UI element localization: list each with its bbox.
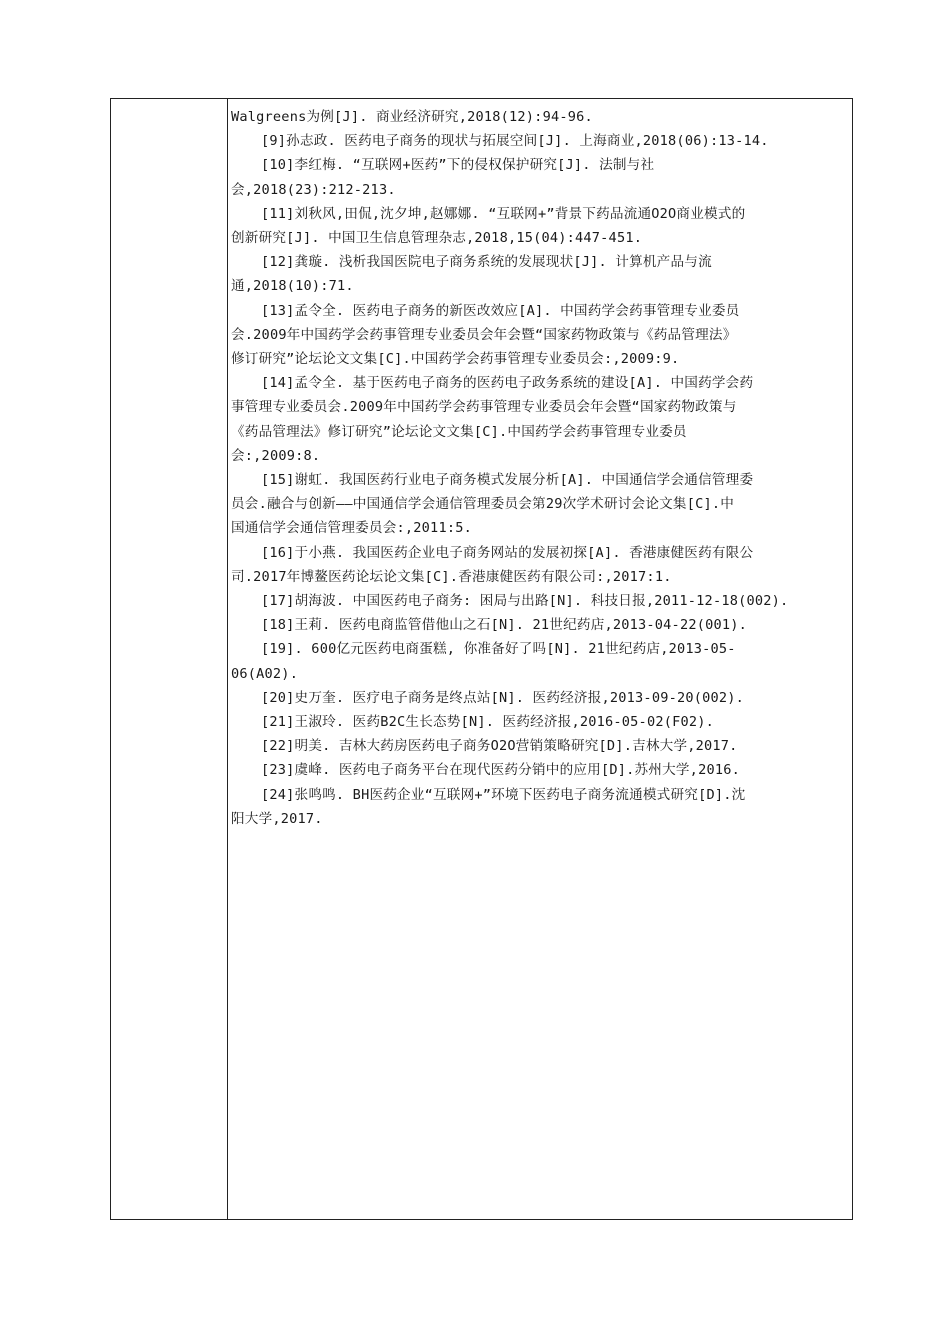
reference-line: [14]孟令全. 基于医药电子商务的医药电子政务系统的建设[A]. 中国药学会药 [261,375,754,392]
reference-line: 会.2009年中国药学会药事管理专业委员会年会暨“国家药物政策与《药品管理法》 [231,326,737,343]
reference-line: Walgreens为例[J]. 商业经济研究,2018(12):94-96. [231,109,593,125]
reference-line: 通,2018(10):71. [231,278,354,295]
reference-line: [20]史万奎. 医疗电子商务是终点站[N]. 医药经济报,2013-09-20(002). [261,689,745,706]
reference-line: 会:,2009:8. [231,447,321,464]
reference-line: 06(A02). [231,665,299,682]
reference-line: 员会.融合与创新——中国通信学会通信管理委员会第29次学术研讨会论文集[C].中 [231,496,735,513]
reference-line: [17]胡海波. 中国医药电子商务: 困局与出路[N]. 科技日报,2011-12-18(002). [261,593,789,610]
reference-line: [10]李红梅. “互联网+医药”下的侵权保护研究[J]. 法制与社 [261,157,655,174]
reference-line: 司.2017年博鳌医药论坛论文集[C].香港康健医药有限公司:,2017:1. [231,568,672,585]
form-table [110,98,853,1220]
reference-line: [24]张鸣鸣. BH医药企业“互联网+”环境下医药电子商务流通模式研究[D].沈 [261,786,746,803]
reference-line: 国通信学会通信管理委员会:,2011:5. [231,520,472,537]
reference-line: [12]龚璇. 浅析我国医院电子商务系统的发展现状[J]. 计算机产品与流 [261,254,712,271]
reference-line: 修订研究”论坛论文文集[C].中国药学会药事管理专业委员会:,2009:9. [231,351,680,368]
reference-line: [11]刘秋风,田侃,沈夕坤,赵娜娜. “互联网+”背景下药品流通O2O商业模式的 [261,205,746,222]
reference-list [231,105,846,831]
reference-line: [22]明美. 吉林大药房医药电子商务O2O营销策略研究[D].吉林大学,2017. [261,738,738,755]
reference-line: 创新研究[J]. 中国卫生信息管理杂志,2018,15(04):447-451. [231,230,643,247]
reference-line: [13]孟令全. 医药电子商务的新医改效应[A]. 中国药学会药事管理专业委员 [261,302,740,319]
reference-line: 《药品管理法》修订研究”论坛论文文集[C].中国药学会药事管理专业委员 [231,423,687,440]
reference-line: 事管理专业委员会.2009年中国药学会药事管理专业委员会年会暨“国家药物政策与 [231,399,737,416]
reference-line: 阳大学,2017. [231,810,323,827]
reference-line: 会,2018(23):212-213. [231,181,396,198]
reference-line: [21]王淑玲. 医药B2C生长态势[N]. 医药经济报,2016-05-02(F02). [261,714,715,731]
reference-line: [19]. 600亿元医药电商蛋糕, 你准备好了吗[N]. 21世纪药店,2013-05- [261,641,736,658]
reference-line: [15]谢虹. 我国医药行业电子商务模式发展分析[A]. 中国通信学会通信管理委 [261,472,754,489]
reference-line: [18]王莉. 医药电商监管借他山之石[N]. 21世纪药店,2013-04-22(001). [261,617,748,634]
content-cell [228,99,852,1219]
label-cell [111,99,228,1219]
reference-line: [9]孙志政. 医药电子商务的现状与拓展空间[J]. 上海商业,2018(06):13-14. [261,133,769,150]
reference-line: [23]虞峰. 医药电子商务平台在现代医药分销中的应用[D].苏州大学,2016. [261,762,740,779]
reference-line: [16]于小燕. 我国医药企业电子商务网站的发展初探[A]. 香港康健医药有限公 [261,544,754,561]
